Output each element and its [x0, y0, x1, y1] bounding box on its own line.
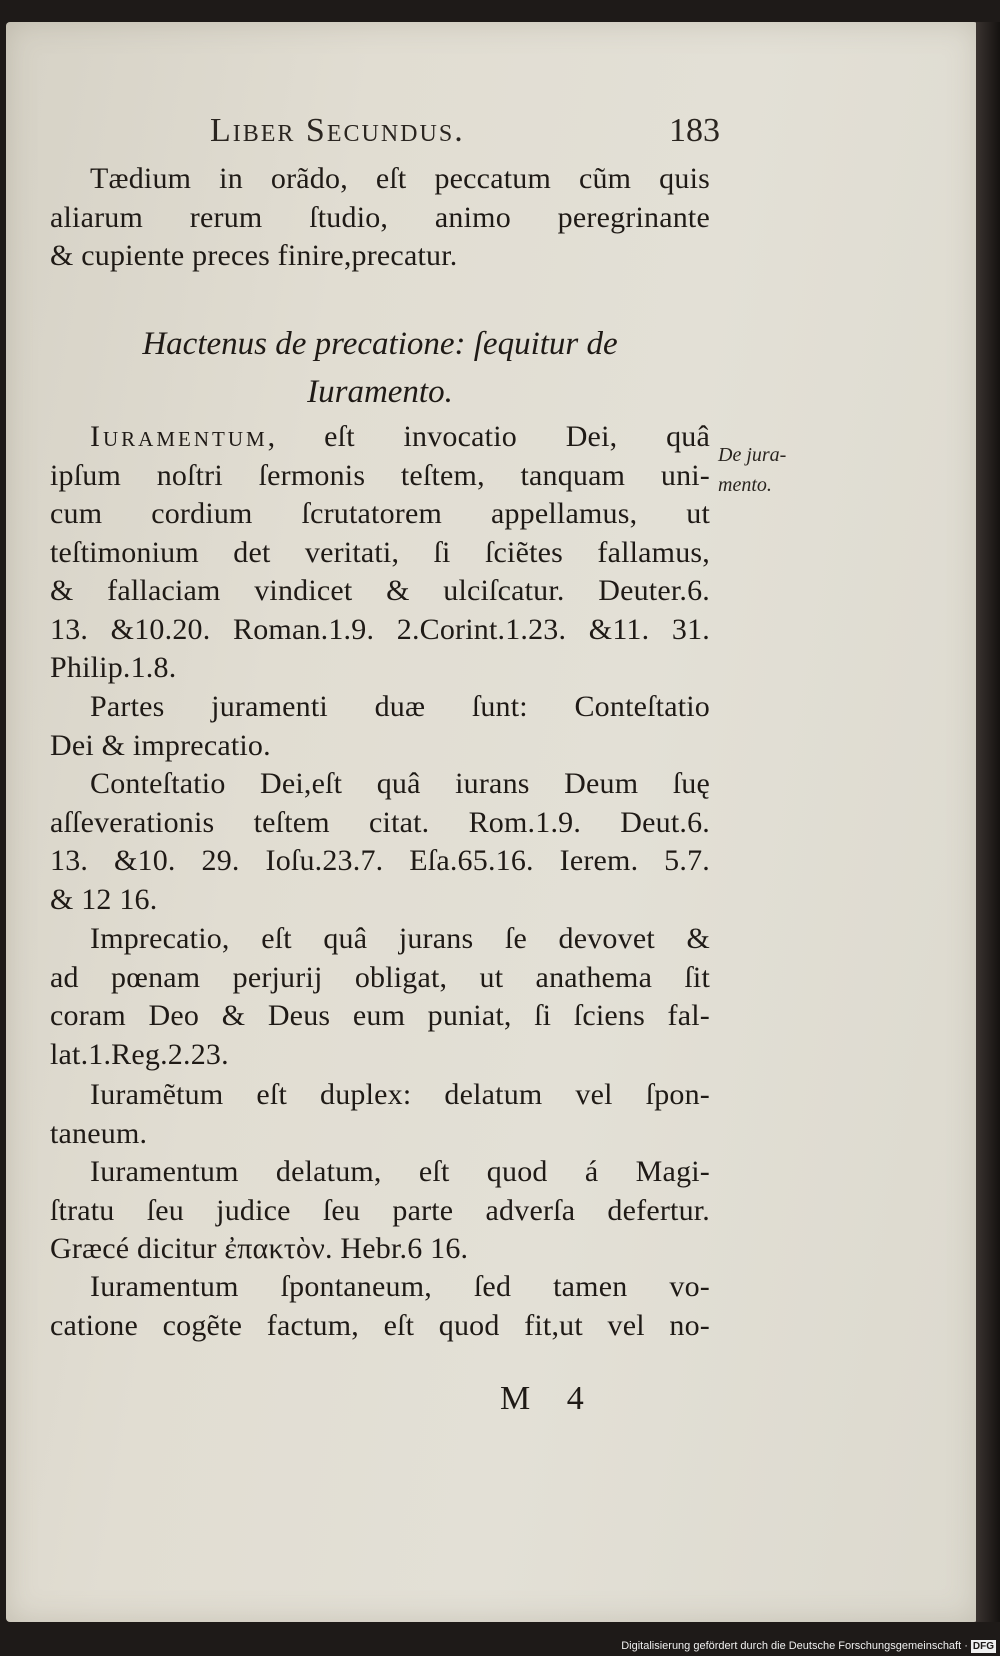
digitization-credit: [600, 1636, 1000, 1656]
section-heading: [50, 320, 710, 416]
text-line: aſſeverationis teſtem citat. Rom.1.9. Deut.6.: [50, 805, 710, 839]
text-line: ſtratu ſeu judice ſeu parte adverſa defertur.: [50, 1193, 710, 1227]
text-line: Partes juramenti duæ ſunt: Conteſtatio: [90, 690, 710, 723]
lead-rest: , eſt invocatio Dei, quâ: [267, 420, 710, 453]
paragraph-spontaneum: [50, 1268, 710, 1345]
text-line: teſtimonium det veritati, ſi ſciẽtes fallamus,: [50, 535, 710, 569]
text-line: cum cordium ſcrutatorem appellamus, ut: [50, 497, 710, 530]
credit-text: Digitalisierung gefördert durch die Deutsche Forschungsgemeinschaft ·: [621, 1640, 968, 1652]
paragraph-iuramentum: [50, 418, 710, 688]
text-line: ad pœnam perjurij obligat, ut anathema ſit: [50, 960, 710, 994]
text-line: & cupiente preces finire,precatur.: [50, 239, 458, 272]
text-line: Conteſtatio Dei,eſt quâ iurans Deum ſuę: [90, 767, 710, 800]
signature-mark: M 4: [500, 1380, 598, 1417]
text-line: 13. &10.20. Roman.1.9. 2.Corint.1.23. &11. 31.: [50, 612, 710, 646]
text-line: aliarum rerum ſtudio, animo peregrinante: [50, 200, 710, 234]
paragraph-delatum: [50, 1153, 710, 1269]
dfg-logo: DFG: [972, 1641, 994, 1652]
margin-note: [718, 440, 786, 500]
text-line: taneum.: [50, 1116, 148, 1150]
paragraph-contestatio: [50, 765, 710, 919]
text-line: 13. &10. 29. Ioſu.23.7. Eſa.65.16. Ierem. 5.7.: [50, 844, 710, 877]
text-line: Imprecatio, eſt quâ jurans ſe devovet &: [90, 922, 710, 955]
text-line: ipſum noſtri ſermonis teſtem, tanquam uni-: [50, 458, 710, 492]
text-line: coram Deo & Deus eum puniat, ſi ſciens fal-: [50, 999, 710, 1032]
text-line: & 12 16.: [50, 882, 158, 916]
paragraph-taedium: [50, 160, 710, 276]
text-line: Græcé dicitur ἐπακτὸν. Hebr.6 16.: [50, 1232, 469, 1265]
margin-note-line: mento.: [718, 474, 772, 496]
heading-line: Iuramento.: [307, 374, 453, 410]
text-line: Iuramentum ſpontaneum, ſed tamen vo-: [90, 1270, 710, 1303]
heading-line: Hactenus de precatione: ſequitur de: [142, 326, 618, 362]
page-edge: [976, 22, 1000, 1622]
text-line: [50, 418, 710, 457]
running-title: Liber Secundus.: [210, 112, 465, 149]
text-line: lat.1.Reg.2.23.: [50, 1037, 229, 1071]
paragraph-duplex: [50, 1076, 710, 1153]
paragraph-partes: [50, 688, 710, 765]
text-line: catione cogẽte factum, eſt quod fit,ut vel no-: [50, 1308, 710, 1342]
text-line: Iuramentum delatum, eſt quod á Magi-: [90, 1155, 710, 1188]
text-line: & fallaciam vindicet & ulciſcatur. Deuter.6.: [50, 574, 710, 607]
paragraph-imprecatio: [50, 920, 710, 1074]
text-line: Tædium in orãdo, eſt peccatum cũm quis: [90, 162, 710, 195]
page-number: 183: [669, 112, 720, 149]
margin-note-line: De jura-: [718, 444, 787, 466]
text-line: Iuramẽtum eſt duplex: delatum vel ſpon-: [90, 1078, 710, 1111]
text-line: Dei & imprecatio.: [50, 728, 271, 762]
running-header: [50, 112, 720, 152]
lead-word: Iuramentum: [90, 420, 268, 453]
text-line: Philip.1.8.: [50, 651, 177, 684]
